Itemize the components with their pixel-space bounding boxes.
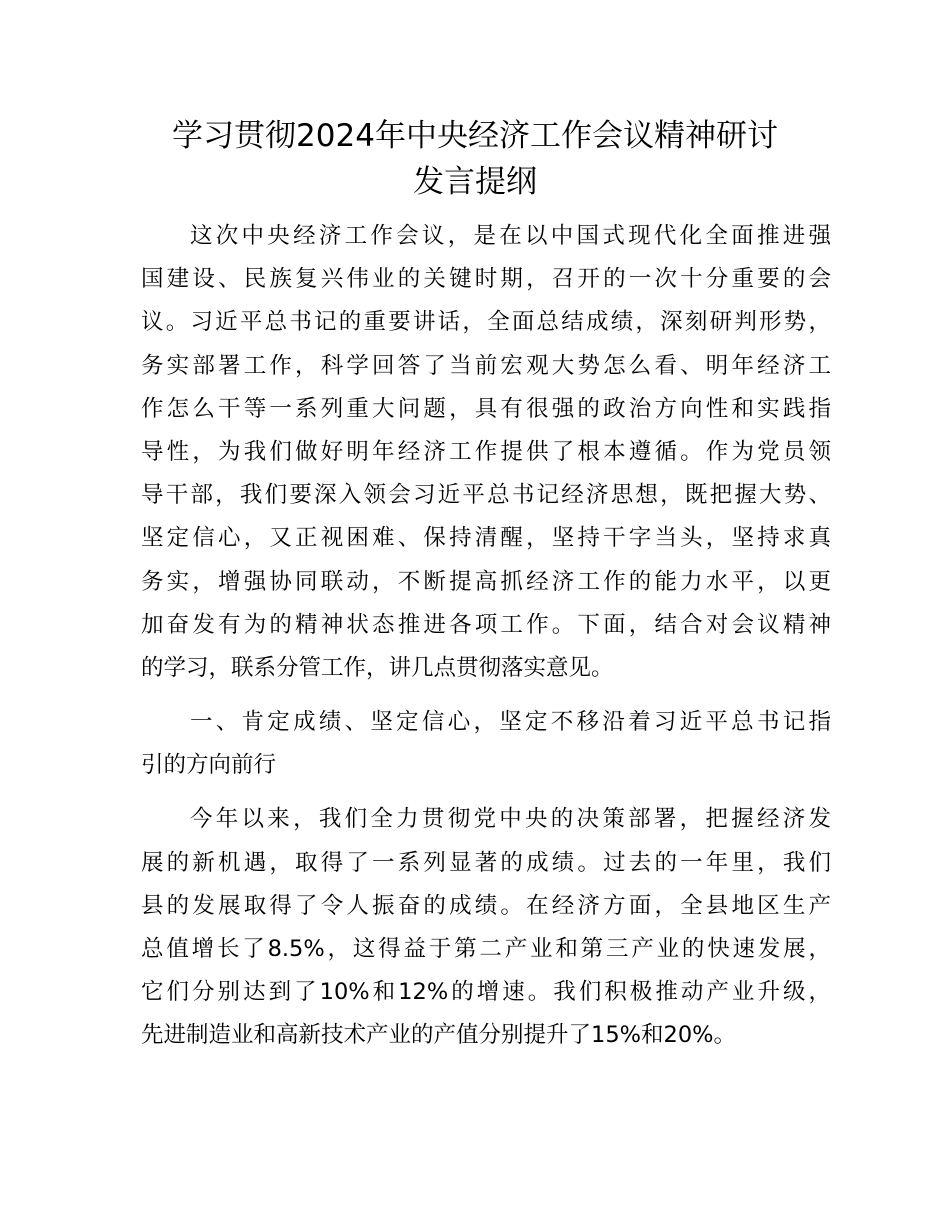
paragraph-intro xyxy=(141,215,831,690)
paragraph-line: 国建设、民族复兴伟业的关键时期，召开的一次十分重要的会 xyxy=(141,266,831,293)
document-title xyxy=(0,113,950,205)
paragraph-line: 的学习，联系分管工作，讲几点贯彻落实意见。 xyxy=(141,654,614,681)
paragraph-line: 务实部署工作，科学回答了当前宏观大势怎么看、明年经济工 xyxy=(141,352,831,379)
paragraph-line: 导性，为我们做好明年经济工作提供了根本遵循。作为党员领 xyxy=(141,438,831,465)
paragraph-line: 总值增长了8.5%，这得益于第二产业和第三产业的快速发展， xyxy=(141,936,831,962)
document-body xyxy=(141,215,831,1058)
paragraph-line: 务实，增强协同联动，不断提高抓经济工作的能力水平，以更 xyxy=(141,568,831,595)
heading-line: 引的方向前行 xyxy=(141,752,277,779)
paragraph-line: 这次中央经济工作会议，是在以中国式现代化全面推进强 xyxy=(190,223,831,249)
title-line: 学习贯彻2024年中央经济工作会议精神研讨 xyxy=(172,118,778,154)
paragraph-spacer xyxy=(141,787,831,798)
paragraph-line: 议。习近平总书记的重要讲话，全面总结成绩，深刻研判形势， xyxy=(141,309,831,336)
paragraph-spacer xyxy=(141,690,831,701)
title-line: 发言提纲 xyxy=(413,164,537,200)
paragraph-line: 作怎么干等一系列重大问题，具有很强的政治方向性和实践指 xyxy=(141,395,831,422)
paragraph-line: 今年以来，我们全力贯彻党中央的决策部署，把握经济发 xyxy=(190,806,831,833)
paragraph-line: 加奋发有为的精神状态推进各项工作。下面，结合对会议精神 xyxy=(141,611,831,638)
paragraph-achievements xyxy=(141,798,831,1057)
paragraph-line: 导干部，我们要深入领会习近平总书记经济思想，既把握大势、 xyxy=(141,482,831,509)
paragraph-line: 展的新机遇，取得了一系列显著的成绩。过去的一年里，我们 xyxy=(141,849,831,876)
paragraph-line: 县的发展取得了令人振奋的成绩。在经济方面，全县地区生产 xyxy=(141,892,831,919)
paragraph-line: 坚定信心，又正视困难、保持清醒，坚持干字当头，坚持求真 xyxy=(141,525,831,552)
paragraph-line: 先进制造业和高新技术产业的产值分别提升了15%和20%。 xyxy=(141,1022,737,1049)
paragraph-line: 它们分别达到了10%和12%的增速。我们积极推动产业升级， xyxy=(141,979,831,1006)
heading-line: 一、肯定成绩、坚定信心，坚定不移沿着习近平总书记指 xyxy=(190,709,831,736)
section-heading-1 xyxy=(141,701,831,787)
